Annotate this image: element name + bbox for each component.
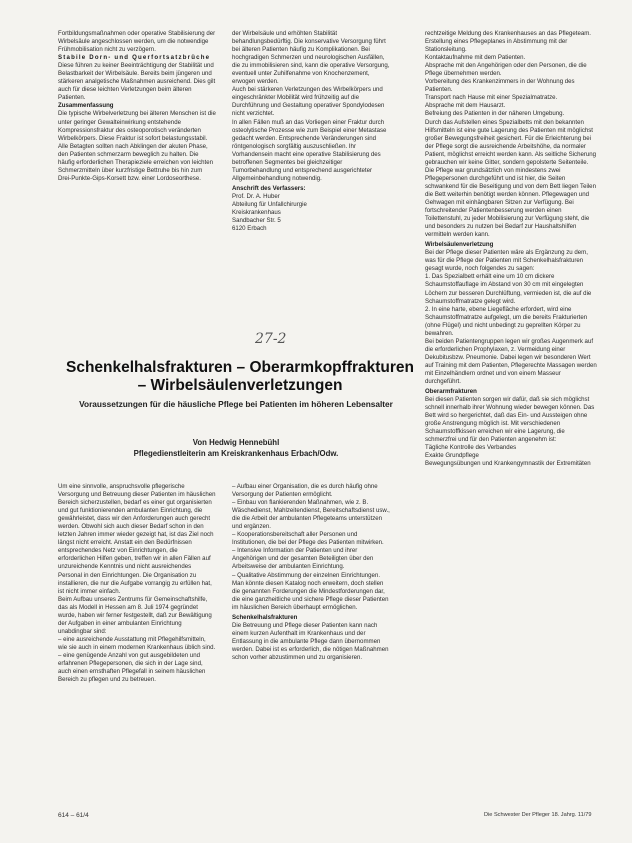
paragraph: Bei beiden Patientengruppen legen wir großes Augenmerk auf die erforderlichen Prophylaxen, z. Vermeidung einer Dekubitusbzw. Pneumonie. Dabei legen wir besonderen Wert auf Training mit dem Patienten, Pflegerechte Massagen werden mit Einzelhändlern ordnet und von einem Masseur durchgeführt. xyxy=(425,337,597,386)
paragraph: Erstellung eines Pflegeplanes in Abstimmung mit der Stationsleitung. xyxy=(425,38,568,54)
byline xyxy=(66,437,406,459)
paragraph: Befreiung des Patienten in der näheren Umgebung. xyxy=(425,110,565,118)
paragraph: Man könnte diesen Katalog noch erweitern, doch stellen die genannten Forderungen die Mindestforderungen dar, die eine ganzheitliche und sichere Pflege dieser Patienten im häuslichen Bereich überhaupt ermöglichen. xyxy=(232,579,389,611)
paragraph: Die Pflege war grundsätzlich von mindestens zwei Pflegepersonen durchgeführt und ist hier, die Seiten schwankend für die Beseitigung und von dem Bett liegen Teilen die Bett weiterhin benötigt werden können. Pflegewagen und Gehwagen mit einhängbaren Sitzen zur Verfügung. Bei fortschreitender Patientenbesserung werden einen Toilettenstuhl, zu jeder Mobilisierung zur Verfügung steht, die und besonders zu nutzen bei Bedarf zur Haushaltshilfen vermitteln werden kann. xyxy=(425,166,596,239)
paragraph: Auch bei stärkeren Verletzungen des Wirbelkörpers und eingeschränkter Mobilität wird frühzeitig auf die Durchführung und Gestaltung operativer Spondylodesen nicht verzichtet. xyxy=(232,86,385,118)
paragraph: der Wirbelsäule und erhöhten Stabilität behandlungsbedürftig. Die konservative Versorgung führt bei älteren Patienten häufig zu Komplikationen. Bei hochgradigen Schmerzen und neurologischen Ausfällen, die zu immobilisieren sind, kann die operative Versorgung, eventuell unter Zuhilfenahme von Knochenzement, erwogen werden. xyxy=(232,30,390,86)
column-right xyxy=(425,30,597,469)
paragraph: – Aufbau einer Organisation, die es durch häufig ohne Versorgung der Patienten ermöglicht. xyxy=(232,483,378,499)
paragraph: rechtzeitige Meldung des Krankenhauses an das Pflegeteam. xyxy=(425,30,591,37)
author-name: Von Hedwig Hennebühl xyxy=(192,438,280,447)
paragraph: Vorbereitung des Krankenzimmers in der Wohnung des Patienten. xyxy=(425,78,575,94)
column-top-left xyxy=(58,30,216,183)
section-heading: Zusammenfassung xyxy=(58,102,114,110)
paragraph: Die typische Wirbelverletzung bei älteren Menschen ist die unter geringer Gewalteinwirkung entstehende Kompressionsfraktur des osteoporotisch veränderten Wirbelkörpers. Diese Fraktur ist sofort belastungsstabil. Alle Betagten sollten nach Abklingen der akuten Phase, den Patienten schmerzarm beweglich zu halten. Die häufig erforderlichen Therapieziele erreichen von leichten Schmerzmitteln über kurzfristige Bettruhe bis hin zum Drei-Punkte-Gips-Korsett bzw. einer Lordoseorthese. xyxy=(58,110,216,182)
paragraph: – eine ausreichende Ausstattung mit Pflegehilfsmitteln, wie sie auch in einem modernen Krankenhaus üblich sind. xyxy=(58,635,216,651)
journal-footer: Die Schwester Der Pfleger 18. Jahrg. 11/79 xyxy=(484,812,592,818)
article-subtitle: Voraussetzungen für die häusliche Pflege bei Patienten im höheren Lebensalter xyxy=(79,399,393,409)
paragraph: Kreiskrankenhaus xyxy=(232,209,281,217)
column-bottom-left xyxy=(58,483,216,684)
paragraph: Fortbildungsmaßnahmen oder operative Stabilisierung der Wirbelsäule angeschlossen werden, um die notwendige Frühmobilisation nicht zu verzögern. xyxy=(58,30,216,54)
paragraph: – Kooperationsbereitschaft aller Personen und Institutionen, die bei der Pflege des Patienten mitwirken. xyxy=(232,531,384,547)
paragraph: – Einbau von flankierenden Maßnahmen, wie z. B. Wäschedienst, Mahlzeitendienst, Bereitschaftsdienst usw., die die Arbeit der ambulanten Pflegeteams unterstützen und ergänzen. xyxy=(232,499,390,531)
paragraph: Absprache mit dem Hausarzt. xyxy=(425,102,506,110)
author-role: Pflegedienstleiterin am Kreiskrankenhaus Erbach/Odw. xyxy=(133,449,339,458)
paragraph: Bei diesen Patienten sorgen wir dafür, daß sie sich möglichst schnell innerhalb ihrer Wohnung wieder bewegen können. Das Bett wird so hergerichtet, daß das Ein- und Aussteigen ohne große Anstrengung möglich ist. Mit verschiedenen Schaumstoffkissen erreichen wir eine Lagerung, die schmerzfrei und für den Patienten angenehm ist: xyxy=(425,396,595,444)
section-heading: Anschrift des Verfassers: xyxy=(232,184,306,192)
article-headline: Schenkelhalsfrakturen – Oberarmkopffrakturen – Wirbelsäulenverletzungen xyxy=(65,359,414,394)
paragraph: – Intensive Information der Patienten und ihrer Angehörigen und der gesamten Beteiligten über den Arbeitsweise der ambulanten Einrichtung. xyxy=(232,547,374,571)
paragraph: Prof. Dr. A. Huber xyxy=(232,192,280,200)
section-heading: Stabile Dorn- und Querfortsatzbrüche xyxy=(58,54,211,62)
paragraph: Diese führen zu keiner Beeinträchtigung der Stabilität und Belastbarkeit der Wirbelsäule. Bereits beim jüngeren und stärkeren analgetische Maßnahmen ausreichend. Dies gilt auch für diese leichten Verletzungen beim älteren Patienten. xyxy=(58,62,216,102)
paragraph: 6120 Erbach xyxy=(232,225,267,233)
paragraph: – Qualitative Abstimmung der einzelnen Einrichtungen. xyxy=(232,571,381,579)
paragraph: Tägliche Kontrolle des Verbandes xyxy=(425,444,517,452)
paragraph: Transport nach Hause mit einer Spezialmatratze. xyxy=(425,94,558,102)
paragraph: Bewegungsübungen und Krankengymnastik der Extremitäten xyxy=(425,460,591,468)
column-top-middle xyxy=(232,30,392,233)
paragraph: Exakte Grundpflege xyxy=(425,452,479,460)
paragraph: In allen Fällen muß an das Vorliegen einer Fraktur durch osteolytische Prozesse wie zum Beispiel einer Metastase gedacht werden. Entsprechende Veränderungen sind röntgenologisch sorgfältig auszuschließen. Ihr Vorhandensein macht eine operative Stabilisierung des betroffenen Segmentes bei gleichzeitiger Tumorbehandlung und entsprechend ausgerichteter Allgemeinbehandlung notwendig. xyxy=(232,118,387,182)
paragraph: Die Betreuung und Pflege dieser Patienten kann nach einem kurzen Aufenthalt im Krankenhaus und der Entlassung in die ambulante Pflege dann übernommen werden. Dabei ist es erforderlich, die nötigen Maßnahmen schon vorher abzustimmen und zu organisieren. xyxy=(232,621,389,661)
paragraph: 1. Das Spezialbett erhält eine um 10 cm dickere Schaumstoffauflage im Abstand von 30 cm mit eingelegten Löchern zur besseren Durchlüftung, vermieden ist, die auf die Schaumstoffmatratze gelegt wird. xyxy=(425,273,592,305)
handwritten-mark: 27-2 xyxy=(255,331,287,347)
paragraph: Abteilung für Unfallchirurgie xyxy=(232,200,307,208)
paragraph: Bei der Pflege dieser Patienten wäre als Ergänzung zu dem, was für die Pflege der Patienten mit Schenkelhalsfrakturen gesagt wurde, noch folgendes zu sagen: xyxy=(425,249,588,273)
section-heading: Wirbelsäulenverletzung xyxy=(425,241,494,249)
section-heading: Oberarmfrakturen xyxy=(425,388,477,396)
paragraph: Um eine sinnvolle, anspruchsvolle pflegerische Versorgung und Betreuung dieser Patienten im häuslichen Bereich sicherzustellen, bedarf es einer gut organisierten und gut funktionierenden ambulanten Einrichtung, die gewährleistet, dass wir den Anforderungen auch gerecht werden. Obwohl sich auch dieser Bedarf schon in den letzten Jahren immer wieder gezeigt hat, ist das Ziel noch längst nicht erreicht. Anstatt ein den Bedürfnissen entsprechendes Netz von Einrichtungen, die erforderlichen Hilfen geben, treffen wir in allen Fällen auf unzureichende Kenntnis und nicht ausreichendes Personal in den Einrichtungen. Die Organisation zu installieren, die nur die Aufgabe vorrangig zu erfüllen hat, ist nicht immer einfach. xyxy=(58,483,216,595)
section-heading: Schenkelhalsfrakturen xyxy=(232,613,298,621)
page-number: 614 – 61/4 xyxy=(58,812,89,819)
paragraph: Beim Aufbau unseres Zentrums für Gemeinschaftshilfe, das als Modell in Hessen am 8. Juli 1974 gegründet wurde, haben wir ferner festgestellt, daß zur Bewältigung der Aufgaben in einer ambulanten Einrichtung unabdingbar sind: xyxy=(58,595,212,635)
paragraph: Durch das Aufstellen eines Spezialbetts mit den bekannten Hilfsmitteln ist eine gute Lagerung des Patienten mit möglichst großer Bewegungsfreiheit gesichert. Für die Erleichterung bei der Pflege sorgt die ausreichende Arbeitshöhe, da normaler Patient, möglichst erreicht werden kann. Als seitliche Sicherung gebrauchen wir keine Gitter, sondern gepolsterte Seitenteile. xyxy=(425,118,597,166)
paragraph: Kontaktaufnahme mit dem Patienten. xyxy=(425,54,526,62)
paragraph: Absprache mit den Angehörigen oder den Personen, die die Pflege übernehmen werden. xyxy=(425,62,587,78)
paragraph: Sandbacher Str. 5 xyxy=(232,217,281,225)
paragraph: 2. In eine harte, ebene Liegefläche erfordert, wird eine Schaumstoffmatratze aufgelegt, um die bereits Frakturierten (ohne Flügel) und nicht unbedingt zu geprellten Körper zu bewahren. xyxy=(425,305,588,337)
paragraph: – eine genügende Anzahl von gut ausgebildeten und erfahrenen Pflegepersonen, die sich in der Lage sind, auch einen ernsthaften Pflegefall in seinem häuslichen Bereich zu pflegen und zu betreuen. xyxy=(58,651,206,684)
column-bottom-middle xyxy=(232,483,392,662)
